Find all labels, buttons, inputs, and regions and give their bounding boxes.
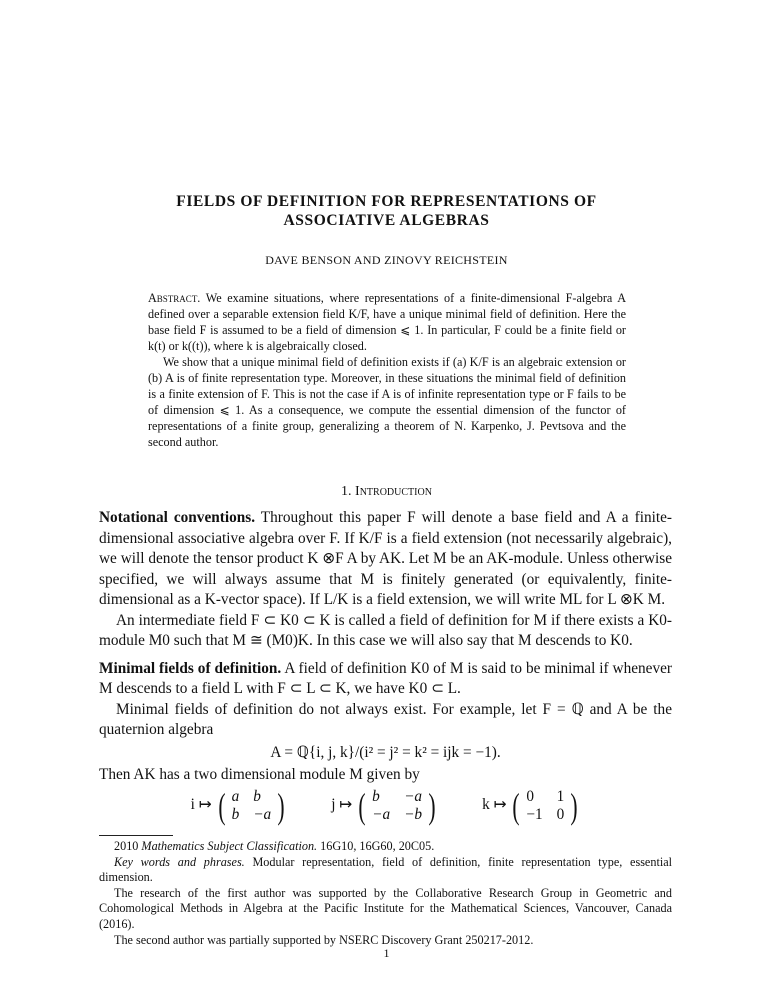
msc-codes: 16G10, 16G60, 20C05.	[320, 839, 435, 853]
matrix-cell: a	[231, 787, 240, 805]
matrix-i	[190, 785, 288, 826]
matrix-k-entries	[526, 788, 564, 824]
matrix-j	[331, 785, 438, 826]
footnote-keywords	[99, 855, 672, 886]
section-number: 1.	[341, 484, 352, 499]
matrix-cell: b	[253, 787, 261, 805]
matrix-cell: −a	[404, 787, 423, 805]
matrix-i-lhs: i ↦	[190, 796, 212, 814]
right-paren: )	[570, 785, 578, 826]
page-number: 1	[383, 946, 390, 960]
matrix-cell: −1	[526, 805, 543, 823]
footnote-rule	[99, 835, 173, 836]
title-line-1: FIELDS OF DEFINITION FOR REPRESENTATIONS OF	[176, 193, 597, 210]
keywords-label: Key words and phrases.	[114, 854, 245, 869]
matrix-k	[482, 785, 580, 826]
msc-label: Mathematics Subject Classification.	[141, 839, 318, 853]
footnotes	[99, 839, 672, 948]
footnote-support-second-author: The second author was partially supported by NSERC Discovery Grant 250217-2012.	[114, 932, 534, 947]
msc-year: 2010	[114, 839, 139, 853]
matrix-cell: 0	[556, 805, 565, 823]
keywords-text: Modular representation, field of definition, finite representation type, essential dimension.	[99, 854, 673, 885]
paragraph-notational	[99, 508, 672, 611]
author-list: DAVE BENSON AND ZINOVY REICHSTEIN	[265, 253, 508, 267]
heading-notational-conventions: Notational conventions.	[99, 509, 256, 526]
paper-title	[0, 192, 773, 230]
matrix-j-lhs: j ↦	[331, 796, 353, 814]
matrix-row	[99, 785, 672, 826]
body-text	[99, 508, 672, 824]
section-title: Introduction	[355, 484, 432, 499]
paragraph-field-of-definition: An intermediate field F ⊂ K0 ⊂ K is called a field of definition for M if there exists a K0-module M0 such that M ≅ (M0)K. In this case we will also say that M descends to K0.	[99, 611, 672, 649]
matrix-cell: −a	[372, 805, 391, 823]
matrix-cell: 0	[526, 787, 535, 805]
paragraph-notational-text: Throughout this paper F will denote a base field and A a finite-dimensional associative algebra over F. If K/F is a field extension (not necessarily algebraic), we will denote the tensor product K ⊗F A by AK. Let M be an AK-module. Unless otherwise specified, we will always assume that M is finitely generated (or equivalently, finite-dimensional as a K-vector space). If L/K is a field extension, we will write ML for L ⊗K M.	[99, 509, 672, 608]
abstract-label: Abstract.	[148, 291, 201, 305]
matrix-cell: b	[231, 805, 240, 823]
right-paren: )	[277, 785, 285, 826]
paragraph-minimal-text: A field of definition K0 of M is said to be minimal if whenever M descends to a field L with F ⊂ L ⊂ K, we have K0 ⊂ L.	[99, 659, 673, 697]
left-paren: (	[217, 785, 226, 826]
matrix-k-lhs: k ↦	[482, 796, 507, 814]
matrix-cell: 1	[556, 787, 565, 805]
abstract-paragraph-1	[148, 290, 626, 354]
footnote-support-first-author: The research of the first author was supported by the Collaborative Research Group in Geometric and Cohomological Methods in Algebra at the Pacific Institute for the Mathematical Sciences, Vancouver, Canada (2016).	[99, 885, 672, 931]
matrix-cell: b	[372, 787, 380, 805]
abstract-paragraph-2: We show that a unique minimal field of definition exists if (a) K/F is an algebraic extension or (b) A is of finite representation type. Moreover, in these situations the minimal field of definition is a finite extension of F. This is not the case if A is of infinite representation type or F fails to be of dimension ⩽ 1. As a consequence, we compute the essential dimension of the functor of representations of a finite group, generalizing a theorem of N. Karpenko, J. Pevtsova and the second author.	[148, 355, 626, 449]
paragraph-quaternion: Minimal fields of definition do not always exist. For example, let F = ℚ and A be the quaternion algebra	[99, 700, 672, 738]
matrix-cell: −b	[404, 805, 423, 823]
left-paren: (	[358, 785, 366, 826]
footnote-msc	[99, 839, 672, 855]
abstract	[148, 290, 626, 450]
left-paren: (	[512, 785, 520, 826]
section-heading	[0, 484, 773, 500]
matrix-i-entries	[232, 788, 272, 824]
right-paren: )	[428, 785, 436, 826]
abstract-text-1: We examine situations, where representations of a finite-dimensional F-algebra A defined over a separable extension field K/F, have a unique minimal field of definition. Here the base field F is assumed to be a field of dimension ⩽ 1. In particular, F could be a finite field or k(t) or k((t)), where k is algebraically closed.	[148, 291, 626, 353]
matrix-cell: −a	[253, 805, 272, 823]
heading-minimal-fields: Minimal fields of definition.	[99, 659, 282, 677]
title-line-2: ASSOCIATIVE ALGEBRAS	[283, 212, 490, 229]
paragraph-module: Then AK has a two dimensional module M given by	[99, 766, 420, 783]
paragraph-minimal	[99, 659, 672, 700]
matrix-j-entries	[372, 788, 422, 824]
equation-quaternion: A = ℚ{i, j, k}/(i² = j² = k² = ijk = −1).	[270, 743, 501, 761]
